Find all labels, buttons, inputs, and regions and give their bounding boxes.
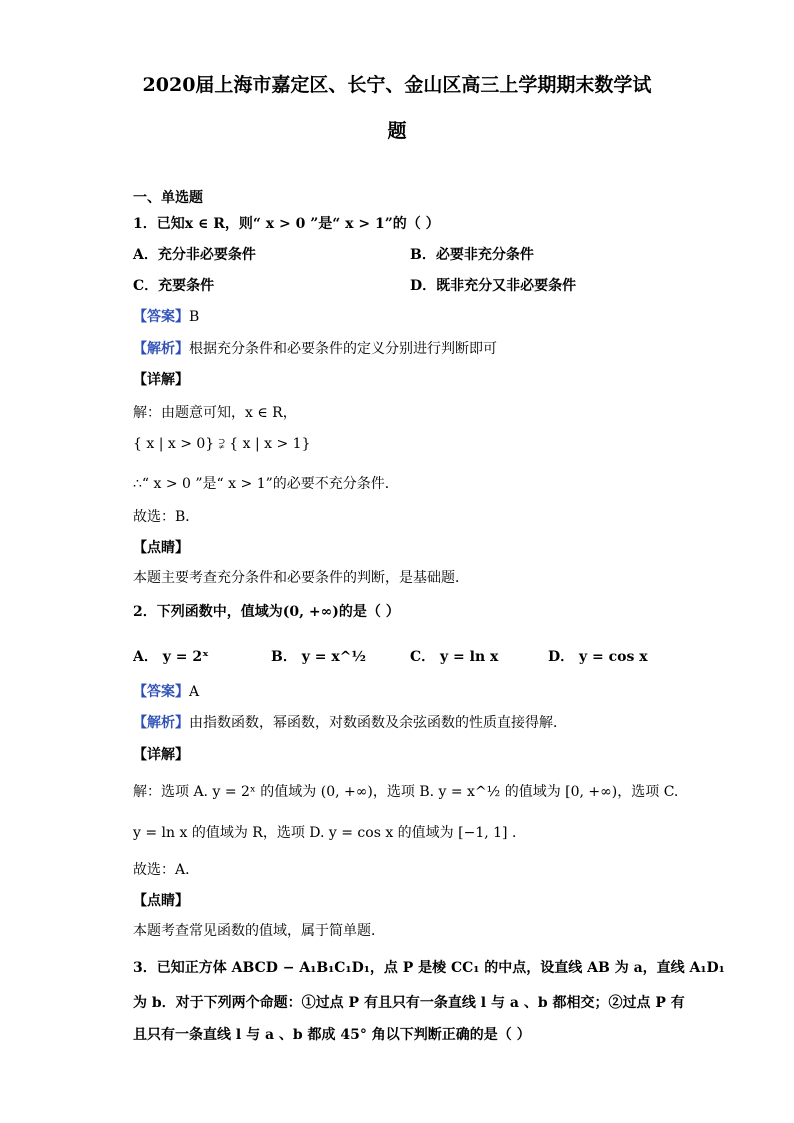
section-heading: 一、单选题 — [133, 190, 203, 206]
q1-option-b: B．必要非充分条件 — [410, 247, 534, 263]
document-title-line-2: 题 — [387, 120, 407, 142]
answer-tag: 【答案】 — [133, 684, 189, 700]
answer-value: A — [189, 684, 200, 700]
q1-detail-tag: 【详解】 — [133, 372, 189, 388]
q2-comment: 本题考查常见函数的值域，属于简单题． — [133, 923, 385, 939]
q2-detail-tag: 【详解】 — [133, 747, 189, 763]
q2-option-c: C． y = ln x — [410, 649, 499, 665]
q2-option-d: D． y = cos x — [548, 649, 648, 665]
answer-value: B — [189, 309, 200, 325]
q2-answer — [133, 681, 199, 701]
q2-option-b: B． y = x^½ — [271, 649, 366, 665]
q1-detail-line-2: { x | x > 0} ⫌ { x | x > 1} — [133, 436, 311, 452]
q3-stem-line-1: 3．已知正方体 ABCD − A₁B₁C₁D₁，点 P 是棱 CC₁ 的中点，设直线 AB 为 a，直线 A₁D₁ — [133, 960, 725, 976]
q2-detail-line-3: 故选：A． — [133, 862, 200, 878]
q1-answer — [133, 306, 199, 326]
q1-stem: 1．已知x ∈ R，则“ x > 0 ”是“ x > 1”的（ ） — [133, 216, 440, 232]
q2-analysis — [133, 712, 567, 732]
analysis-text: 由指数函数，幂函数，对数函数及余弦函数的性质直接得解． — [189, 715, 567, 731]
q1-comment: 本题主要考查充分条件和必要条件的判断，是基础题． — [133, 570, 469, 586]
q2-comment-tag: 【点睛】 — [133, 893, 189, 909]
q2-detail-line-1: 解：选项 A. y = 2ˣ 的值域为 (0, +∞)，选项 B. y = x^½ 的值域为 [0, +∞)，选项 C. — [133, 784, 679, 800]
q1-analysis — [133, 338, 497, 358]
q2-option-a: A． y = 2ˣ — [133, 649, 209, 665]
q1-option-c: C．充要条件 — [133, 278, 215, 294]
q1-comment-tag: 【点睛】 — [133, 540, 189, 556]
analysis-tag: 【解析】 — [133, 715, 189, 731]
analysis-tag: 【解析】 — [133, 341, 189, 357]
q2-stem: 2．下列函数中，值域为(0, +∞)的是（ ） — [133, 604, 400, 620]
q1-option-d: D．既非充分又非必要条件 — [410, 278, 577, 294]
document-title-line-1: 2020届上海市嘉定区、长宁、金山区高三上学期期末数学试 — [142, 74, 652, 96]
q3-stem-line-3: 且只有一条直线 l 与 a 、b 都成 45° 角以下判断正确的是（ ） — [133, 1027, 531, 1043]
answer-tag: 【答案】 — [133, 309, 189, 325]
q1-option-a: A．充分非必要条件 — [133, 247, 256, 263]
q2-detail-line-2: y = ln x 的值域为 R，选项 D. y = cos x 的值域为 [−1, 1] ． — [133, 825, 526, 841]
q1-detail-line-4: 故选：B． — [133, 509, 200, 525]
q1-detail-line-3: ∴“ x > 0 ”是“ x > 1”的必要不充分条件． — [133, 476, 399, 492]
analysis-text: 根据充分条件和必要条件的定义分别进行判断即可 — [189, 341, 497, 357]
q1-detail-line-1: 解：由题意可知，x ∈ R， — [133, 405, 297, 421]
q3-stem-line-2: 为 b．对于下列两个命题：①过点 P 有且只有一条直线 l 与 a 、b 都相交；②过点 P 有 — [133, 995, 685, 1011]
